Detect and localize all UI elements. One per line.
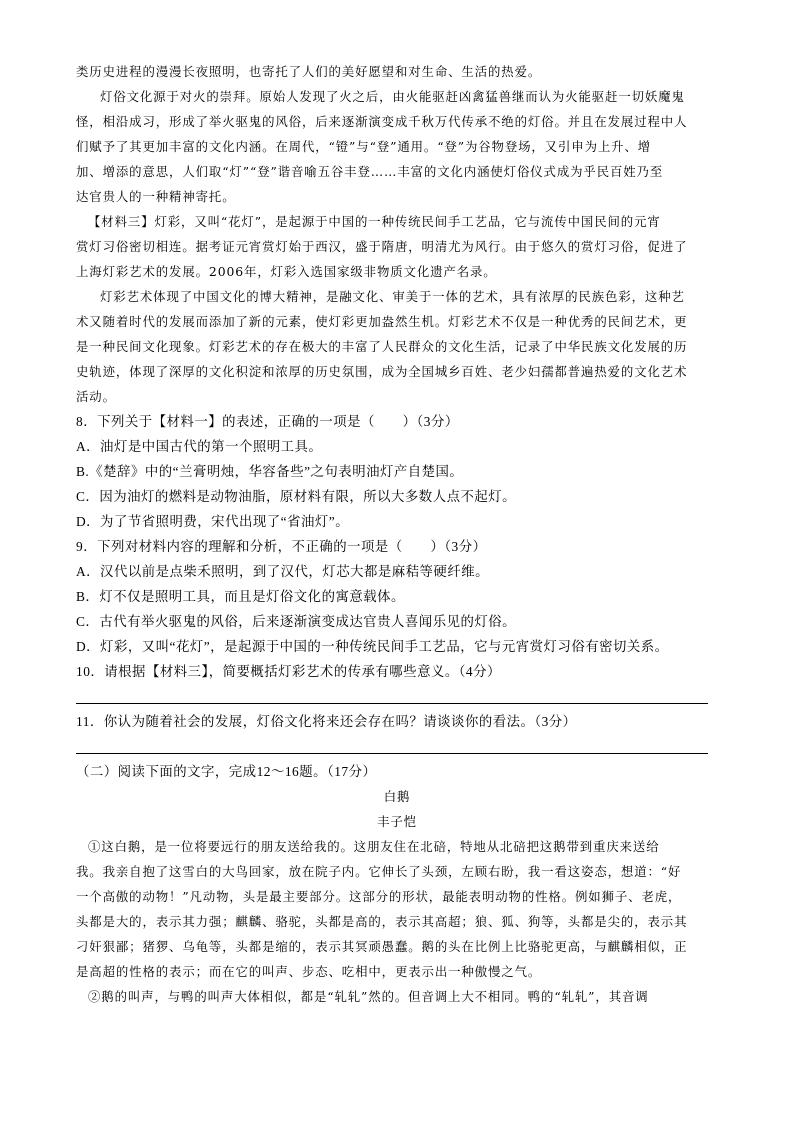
material3-text-line: 是一种民间文化现象。灯彩艺术的存在极大的丰富了人民群众的文化生活，记录了中华民族文化发展的历 (76, 339, 688, 354)
question-9-option-a: A．汉代以前是点柴禾照明，到了汉代，灯芯大都是麻秸等硬纤维。 (76, 564, 489, 579)
material3-text-line: 上海灯彩艺术的发展。2006年，灯彩入选国家级非物质文化遗产名录。 (76, 264, 497, 279)
material-text-line: 加、增添的意思，人们取“灯”“登”谐音喻五谷丰登……丰富的文化内涵使灯俗仪式成为乎民百姓乃至 (76, 164, 664, 179)
material-text-line: 们赋予了其更加丰富的文化内涵。在周代，“镫”与“登”通用。“登”为谷物登场，又引申为上升、增 (76, 139, 652, 154)
question-9-option-c: C．古代有举火驱鬼的风俗，后来逐渐演变成达官贵人喜闻乐见的灯俗。 (76, 614, 517, 629)
essay-title: 白鹅 (383, 789, 411, 804)
essay-text-line: 刁奸狠鄙；猪猡、乌龟等，头都是缩的，表示其冥顽愚蠢。鹅的头在比例上比骆驼更高，与麒麟相似，正 (76, 939, 688, 954)
material3-text-line: 史轨迹，体现了深厚的文化积淀和浓厚的历史氛围，成为全国城乡百姓、老少妇孺都普遍热爱的文化艺术 (76, 364, 688, 379)
question-8-stem: 8．下列关于【材料一】的表述，正确的一项是（ ）（3分） (76, 414, 459, 429)
essay-text-line: ②鹅的叫声，与鸭的叫声大体相似，都是“轧轧”然的。但音调上大不相同。鸭的“轧轧”，其音调 (88, 989, 649, 1004)
material3-text-line: 【材料三】灯彩，又叫“花灯”，是起源于中国的一种传统民间手工艺品，它与流传中国民间的元宵 (88, 214, 661, 229)
material3-text-line: 术又随着时代的发展而添加了新的元素，使灯彩更加盎然生机。灯彩艺术不仅是一种优秀的民间艺术，更 (76, 314, 688, 329)
question-8-option-a: A．油灯是中国古代的第一个照明工具。 (76, 439, 323, 454)
answer-line-q10 (76, 703, 708, 704)
essay-text-line: ①这白鹅，是一位将要远行的朋友送给我的。这朋友住在北碚，特地从北碚把这鹅带到重庆来送给 (88, 839, 660, 854)
material3-text-line: 灯彩艺术体现了中国文化的博大精神，是融文化、审美于一体的艺术，具有浓厚的民族色彩，这种艺 (100, 289, 685, 304)
question-8-option-c: C．因为油灯的燃料是动物油脂，原材料有限，所以大多数人点不起灯。 (76, 489, 517, 504)
material-text-line: 灯俗文化源于对火的崇拜。原始人发现了火之后，由火能驱赶凶禽猛兽继而认为火能驱赶一切妖魔鬼 (100, 89, 685, 104)
material3-text-line: 赏灯习俗密切相连。据考证元宵赏灯始于西汉，盛于隋唐，明清尤为风行。由于悠久的赏灯习俗，促进了 (76, 239, 688, 254)
essay-author: 丰子恺 (377, 814, 417, 829)
question-9-stem: 9．下列对材料内容的理解和分析，不正确的一项是（ ）（3分） (76, 539, 487, 554)
question-8-option-b: B.《楚辞》中的“兰膏明烛，华容备些”之句表明油灯产自楚国。 (76, 464, 464, 479)
material-text-line: 类历史进程的漫漫长夜照明，也寄托了人们的美好愿望和对生命、生活的热爱。 (76, 64, 542, 79)
material3-text-line: 活动。 (76, 389, 116, 404)
question-9-option-d: D．灯彩，又叫“花灯”，是起源于中国的一种传统民间手工艺品，它与元宵赏灯习俗有密切关系。 (76, 639, 669, 654)
essay-text-line: 是高超的性格的表示；而在它的叫声、步态、吃相中，更表示出一种傲慢之气。 (76, 964, 542, 979)
material-text-line: 怪，相沿成习，形成了举火驱鬼的风俗，后来逐渐演变成千秋万代传承不绝的灯俗。并且在发展过程中人 (76, 114, 688, 129)
question-10-stem: 10．请根据【材料三】，简要概括灯彩艺术的传承有哪些意义。（4分） (76, 664, 501, 679)
essay-text-line: 头都是大的，表示其力强；麒麟、骆驼，头都是高的，表示其高超；狼、狐、狗等，头都是尖的，表示其 (76, 914, 688, 929)
essay-text-line: 我。我亲自抱了这雪白的大鸟回家，放在院子内。它伸长了头颈，左顾右盼，我一看这姿态，想道：“好 (76, 864, 682, 879)
question-8-option-d: D．为了节省照明费，宋代出现了“省油灯”。 (76, 514, 350, 529)
question-9-option-b: B．灯不仅是照明工具，而且是灯俗文化的寓意载体。 (76, 589, 405, 604)
essay-text-line: 一个高傲的动物！”凡动物，头是最主要部分。这部分的形状，最能表明动物的性格。例如狮子、老虎， (76, 889, 682, 904)
material-text-line: 达官贵人的一种精神寄托。 (76, 189, 236, 204)
answer-line-q11 (76, 753, 708, 754)
question-11-stem: 11．你认为随着社会的发展，灯俗文化将来还会存在吗？请谈谈你的看法。（3分） (76, 714, 577, 729)
section-2-heading: （二）阅读下面的文字，完成12～16题。（17分） (76, 764, 377, 779)
